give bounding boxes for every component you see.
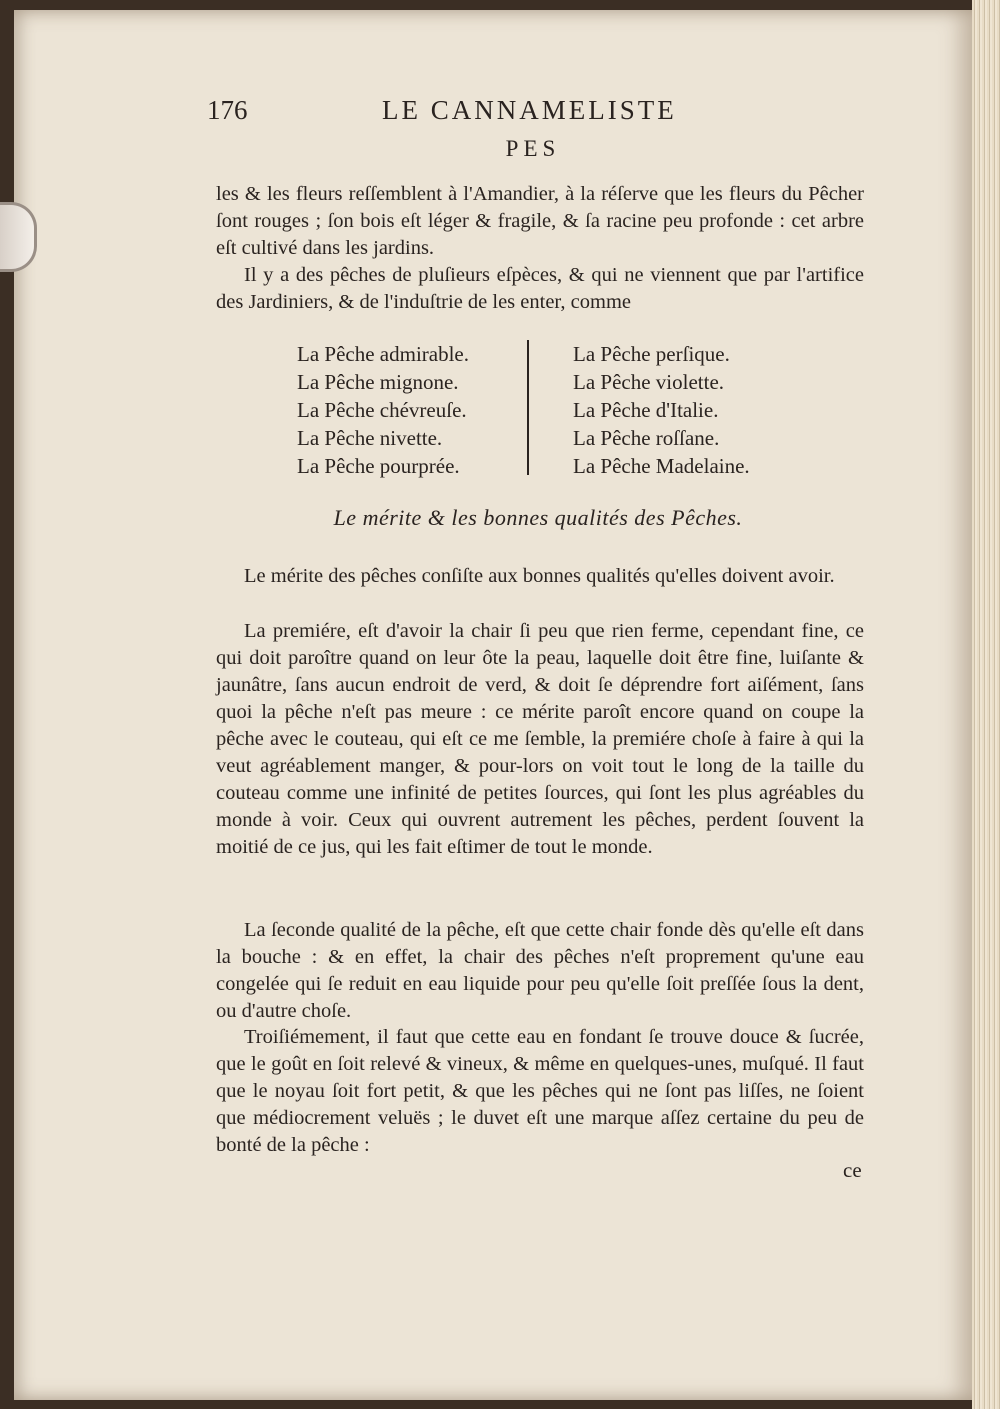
list-item: La Pêche d'Italie. (573, 398, 719, 422)
list-item: La Pêche mignone. (297, 370, 459, 394)
page-header (207, 95, 727, 129)
section-heading (0, 505, 1000, 531)
page-clip (0, 202, 37, 272)
list-item: La Pêche violette. (573, 370, 725, 394)
list-item: La Pêche pourprée. (297, 454, 460, 478)
paragraph-merit: Le mérite des pêches conſiſte aux bonnes qualités qu'elles doivent avoir. (244, 565, 835, 587)
paragraph-second-quality: La ſeconde qualité de la pêche, eſt que cette chair fonde dès qu'elle eſt dans la bouche : & en effet, la chair des pêches n'eſt proprement qu'une eau congelée qui ſe reduit en eau liquide pour peu qu'elle ſoit preſſée ſous la dent, ou d'autre choſe. (216, 919, 864, 1022)
list-item: La Pêche admirable. (297, 342, 469, 366)
page-number: 176 (207, 95, 248, 125)
guide-word-text: PES (505, 136, 561, 161)
paragraph-third-quality: Troiſiémement, il faut que cette eau en fondant ſe trouve douce & ſucrée, que le goût en ſoit relevé & vineux, & même en quelques-unes, muſqué. Il faut que le noyau ſoit fort petit, & que les pêches qui ne ſont pas liſſes, ne ſoient que médiocrement veluës ; le duvet eſt une marque aſſez certaine du peu de bonté de la pêche : (216, 1026, 864, 1156)
running-title: LE CANNAMELISTE (382, 95, 677, 125)
list-item: La Pêche perſique. (573, 342, 730, 366)
list-item: La Pêche nivette. (297, 426, 443, 450)
intro-paragraph: les & les fleurs reſſemblent à l'Amandier, à la réſerve que les fleurs du Pêcher ſont rouges ; ſon bois eſt léger & fragile, & ſa racine peu profonde : cet arbre eſt cultivé dans les jardins. (216, 183, 864, 259)
paragraph-first-quality: La premiére, eſt d'avoir la chair ſi peu que rien ferme, cependant fine, ce qui doit paroître quand on leur ôte la peau, laquelle doit être fine, luiſante & jaunâtre, ſans aucun endroit de verd, & doit ſe déprendre fort aiſément, ſans quoi la pêche n'eſt pas meure : ce mérite paroît encore quand on coupe la pêche avec le couteau, qui eſt ce me ſemble, la premiére choſe à faire à qui la veut agréablement manger, & pour-lors on voit tout le long de la taille du couteau comme une infinité de petites ſources, qui ſont les plus agréables du monde à voir. Ceux qui ouvrent autrement les pêches, perdent ſouvent la moitié de ce jus, qui les fait eſtimer de tout le monde. (216, 620, 864, 858)
column-divider (527, 340, 529, 475)
list-item: La Pêche chévreuſe. (297, 398, 467, 422)
varieties-list-right (573, 340, 750, 480)
guide-word (0, 136, 1000, 162)
page-edges (972, 0, 1000, 1409)
varieties-list-left (297, 340, 469, 480)
list-item: La Pêche roſſane. (573, 426, 720, 450)
list-item: La Pêche Madelaine. (573, 454, 750, 478)
varieties-paragraph: Il y a des pêches de pluſieurs eſpèces, & qui ne viennent que par l'artifice des Jardiniers, & de l'induſtrie de les enter, comme (216, 264, 864, 313)
catchword: ce (843, 1158, 862, 1182)
section-heading-text: Le mérite & les bonnes qualités des Pêches. (333, 505, 743, 530)
